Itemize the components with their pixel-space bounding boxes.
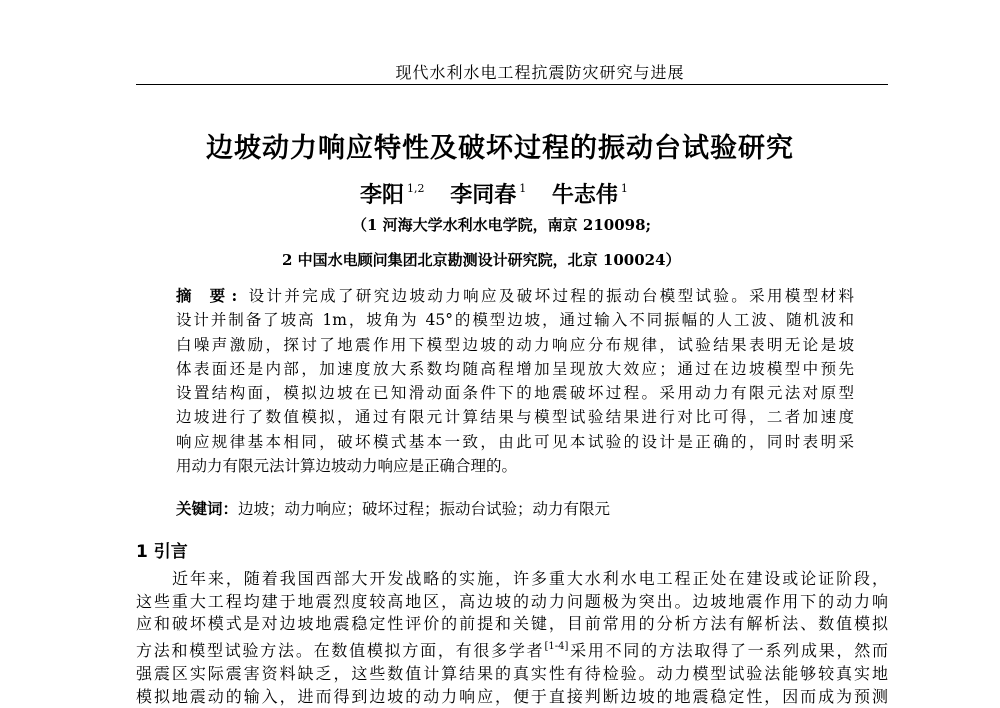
affiliation-2: 2 中国水电顾问集团北京勘测设计研究院，北京 100024） (282, 251, 681, 269)
author-affiliation-marker: 1 (519, 182, 527, 195)
abstract-line: 设置结构面，模拟边坡在已知滑动面条件下的地震破坏过程。采用动力有限元法对原型 (176, 384, 854, 403)
abstract-line: 设计并制备了坡高 1m，坡角为 45°的模型边坡，通过输入不同振幅的人工波、随机波和 (176, 311, 854, 330)
abstract-line: 边坡进行了数值模拟，通过有限元计算结果与模型试验结果进行对比可得，二者加速度 (176, 408, 854, 427)
abstract-line: 体表面还是内部，加速度放大系数均随高程增加呈现放大效应；通过在边坡模型中预先 (176, 359, 854, 378)
abstract-line: 白噪声激励，探讨了地震作用下模型边坡的动力响应分布规律，试验结果表明无论是坡 (176, 335, 854, 354)
abstract-line (176, 284, 854, 308)
author-affiliation-marker: 1,2 (407, 182, 425, 195)
author-list (360, 178, 780, 209)
author (450, 182, 526, 208)
author-name: 李阳 (360, 182, 405, 208)
header-rule (136, 84, 888, 85)
body-line-text: 方法和模型试验方法。在数值模拟方面，有很多学者 (136, 641, 545, 661)
body-line: 模拟地震动的输入，进而得到边坡的动力响应，便于直接判断边坡的地震稳定性，因而成为预测 (136, 686, 888, 706)
author-affiliation-marker: 1 (620, 182, 628, 195)
paper-title: 边坡动力响应特性及破坏过程的振动台试验研究 (206, 133, 794, 164)
author (360, 182, 425, 208)
author-name: 牛志伟 (551, 182, 618, 208)
running-header: 现代水利水电工程抗震防灾研究与进展 (395, 63, 685, 82)
keywords (176, 497, 610, 519)
body-line: 这些重大工程均建于地震烈度较高地区，高边坡的动力问题极为突出。边坡地震作用下的动力响 (136, 591, 888, 611)
abstract-line: 响应规律基本相同，破坏模式基本一致，由此可见本试验的设计是正确的，同时表明采 (176, 432, 854, 451)
author-name: 李同春 (450, 182, 517, 208)
body-line: 近年来，随着我国西部大开发战略的实施，许多重大水利水电工程正处在建设或论证阶段， (172, 569, 888, 588)
abstract (176, 284, 854, 478)
abstract-line: 用动力有限元法计算边坡动力响应是正确合理的。 (176, 457, 518, 476)
abstract-label: 摘 要: (176, 286, 242, 305)
section-body (136, 568, 888, 708)
section-heading: 1 引言 (136, 542, 188, 562)
body-line: 强震区实际震害资料缺乏，这些数值计算结果的真实性有待检验。动力模型试验法能够较真实地 (136, 663, 888, 683)
affiliation-1: （1 河海大学水利水电学院，南京 210098; (352, 216, 652, 234)
keywords-label: 关键词： (176, 499, 239, 518)
keywords-text: 边坡；动力响应；破坏过程；振动台试验；动力有限元 (238, 500, 611, 518)
citation-ref: [1-4] (544, 641, 569, 653)
body-line-text: 采用不同的方法取得了一系列成果，然而 (568, 641, 888, 661)
body-line (136, 636, 888, 663)
body-line: 应和破坏模式是对边坡地震稳定性评价的前提和关键，目前常用的分析方法有解析法、数值模拟 (136, 614, 888, 634)
author (552, 182, 628, 208)
abstract-line-text: 设计并完成了研究边坡动力响应及破坏过程的振动台模型试验。采用模型材料 (248, 287, 854, 305)
